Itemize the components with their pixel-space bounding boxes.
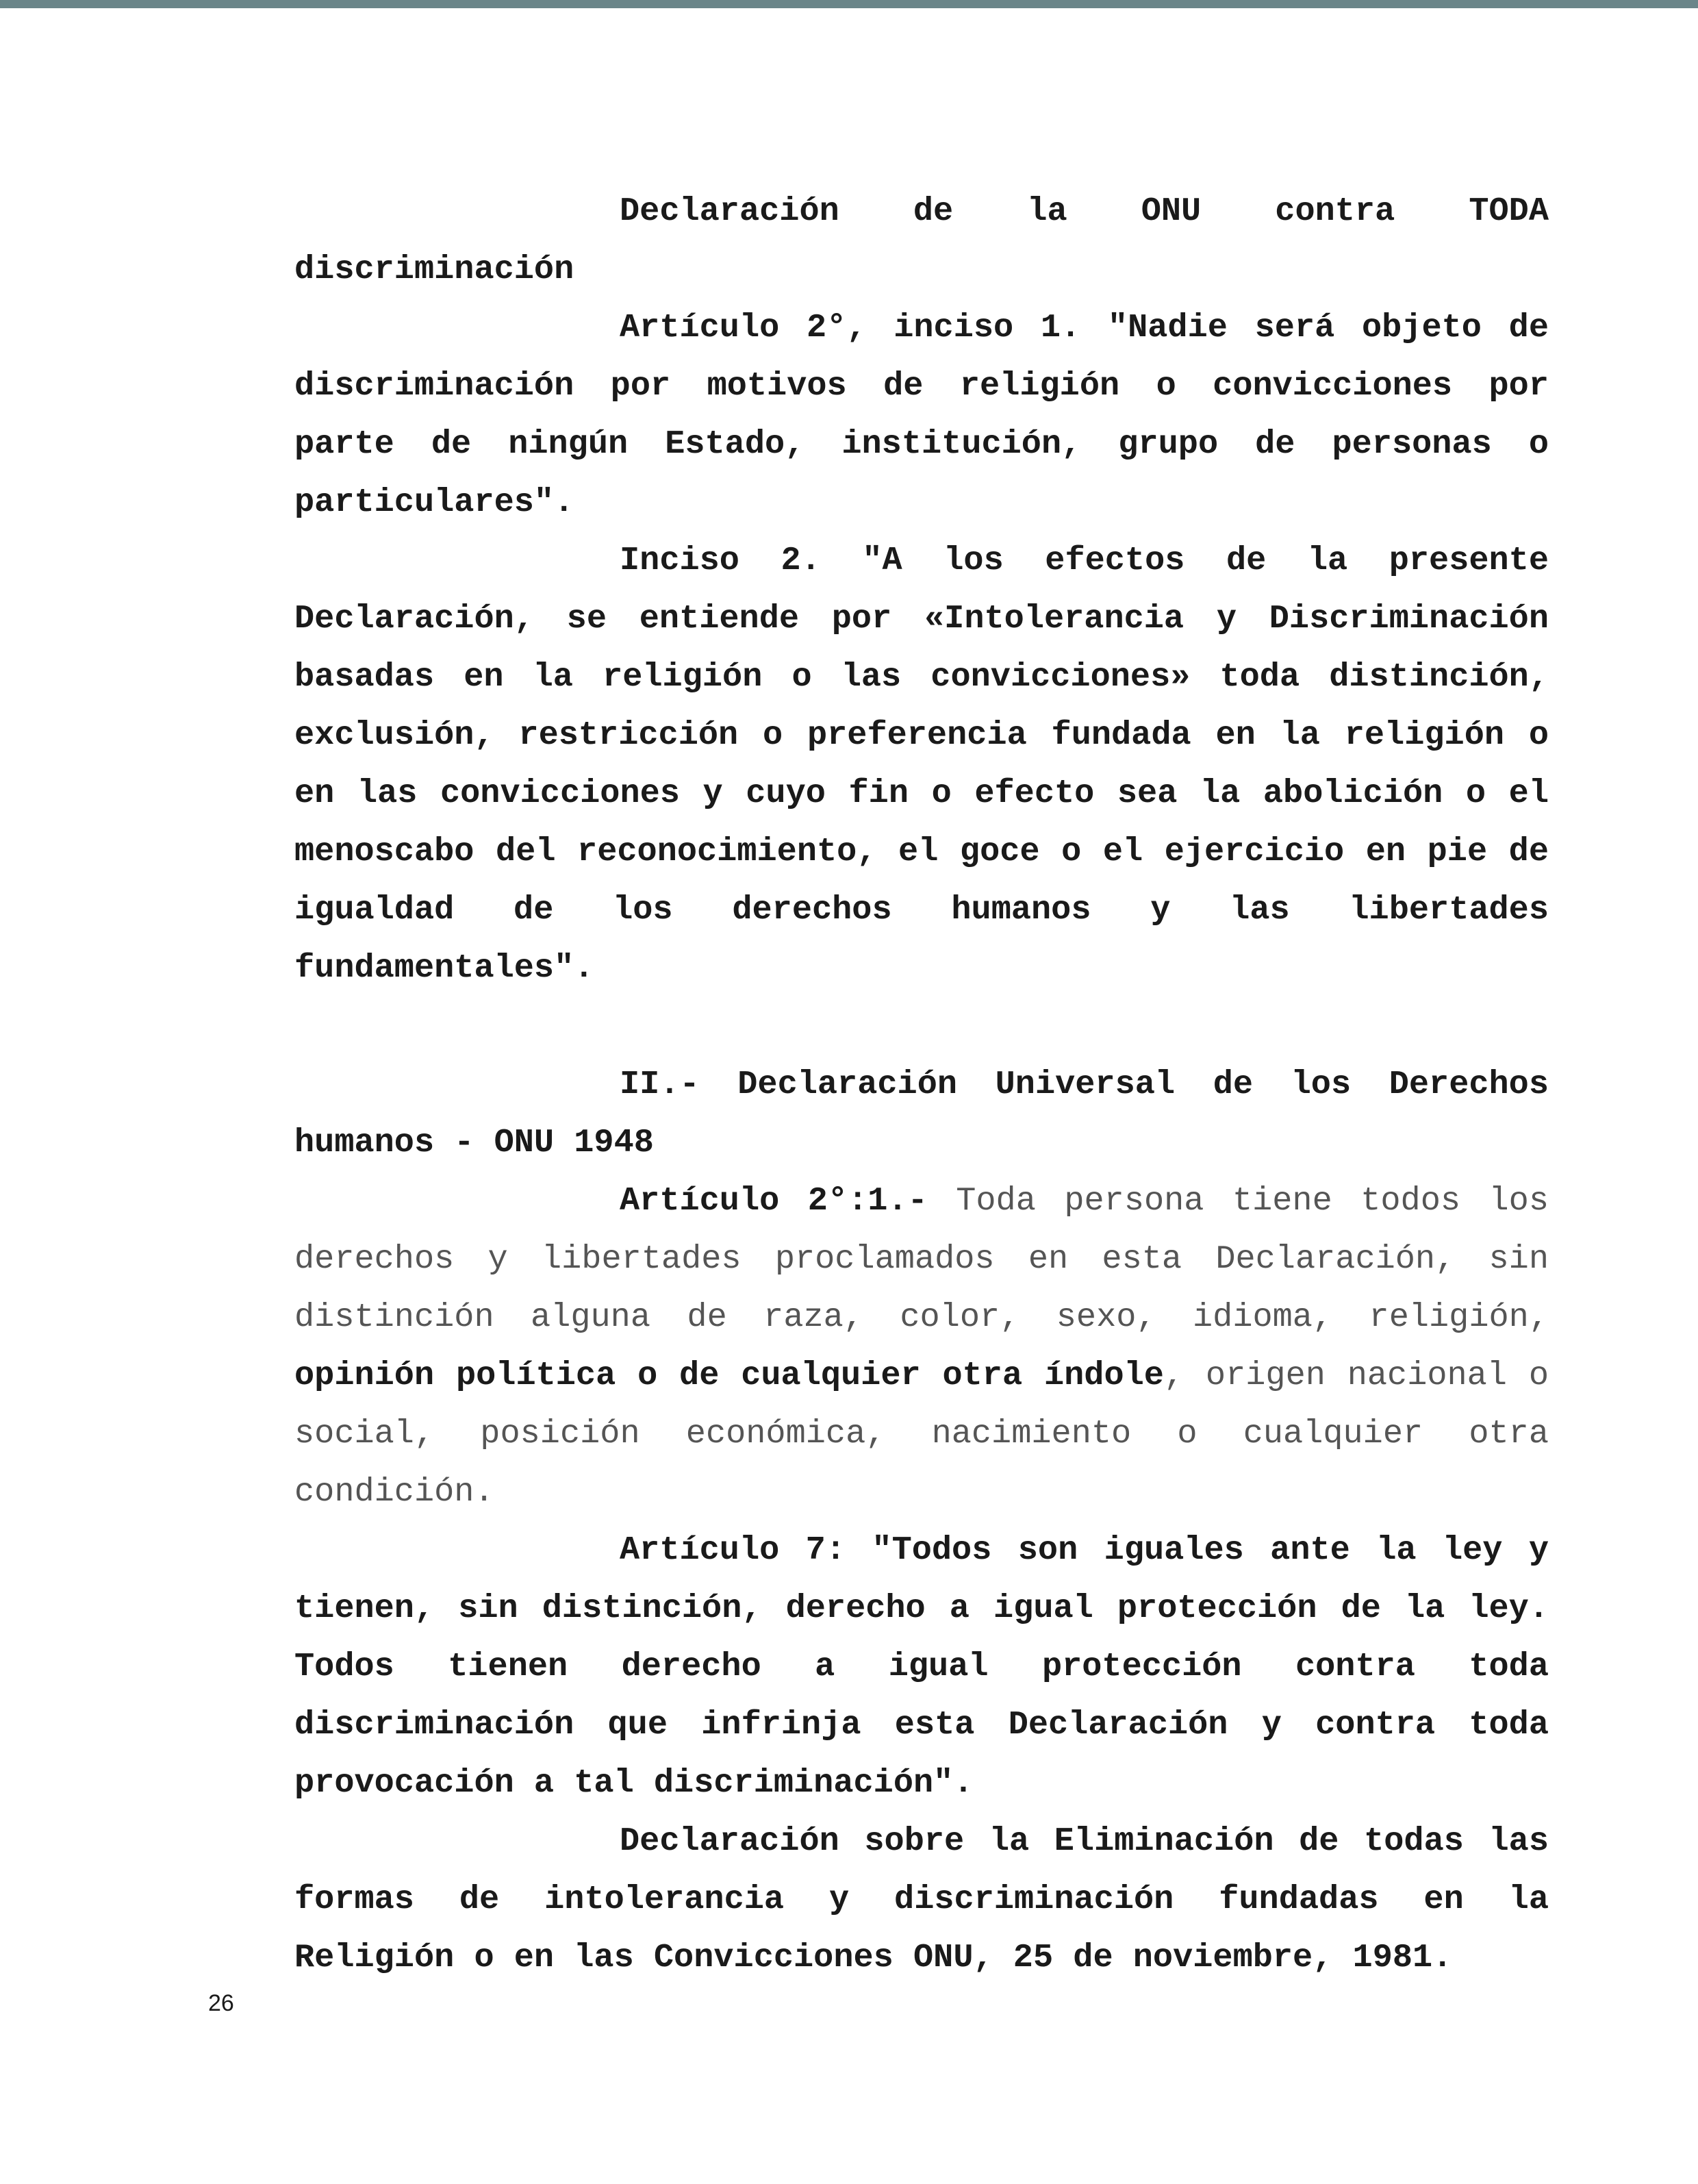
inciso-2: Inciso 2. "A los efectos de la presente Declaración, se entiende por «Intolerancia y Discriminación basadas en la religión o las convicciones» toda distinción, exclusión, restricción o preferencia fundada en la religión o en las convicciones y cuyo fin o efecto sea la abolición o el menoscabo del reconocimiento, el goce o el ejercicio en pie de igualdad de los derechos humanos y las libertades fundamentales".: [294, 542, 1549, 987]
elimination-declaration: Declaración sobre la Eliminación de todas las formas de intolerancia y discriminación fundadas en la Religión o en las Convicciones ONU, 25 de noviembre, 1981.: [294, 1822, 1549, 1976]
udhr-article-7: Artículo 7: "Todos son iguales ante la ley y tienen, sin distinción, derecho a igual protección de la ley. Todos tienen derecho a igual protección contra toda discriminación que infrinja esta Declaración y contra toda provocación a tal discriminación".: [294, 1531, 1549, 1802]
document-body: [294, 182, 1549, 1987]
udhr-heading: II.- Declaración Universal de los Derechos humanos - ONU 1948: [294, 1066, 1549, 1162]
udhr-article-2-text-a: Toda persona tiene todos los derechos y libertades proclamados en esta Declaración, sin distinción alguna de raza, color, sexo, idioma, religión,: [294, 1182, 1549, 1336]
article-2-inciso-1: Artículo 2°, inciso 1. "Nadie será objeto de discriminación por motivos de religión o convicciones por parte de ningún Estado, institución, grupo de personas o particulares".: [294, 309, 1549, 521]
top-accent-bar: [0, 0, 1698, 8]
udhr-article-2-emphasis: opinión política o de cualquier otra índole: [294, 1357, 1164, 1394]
udhr-article-2: [294, 1172, 1549, 1521]
udhr-article-2-text-b: , origen nacional o social, posición económica, nacimiento o cualquier otra condición.: [294, 1357, 1549, 1511]
page-number: 26: [208, 1990, 234, 2016]
onu-declaration-heading: Declaración de la ONU contra TODA discriminación: [294, 192, 1549, 288]
udhr-article-2-label: Artículo 2°:1.-: [620, 1182, 928, 1220]
paragraph-spacer: [294, 997, 1549, 1055]
